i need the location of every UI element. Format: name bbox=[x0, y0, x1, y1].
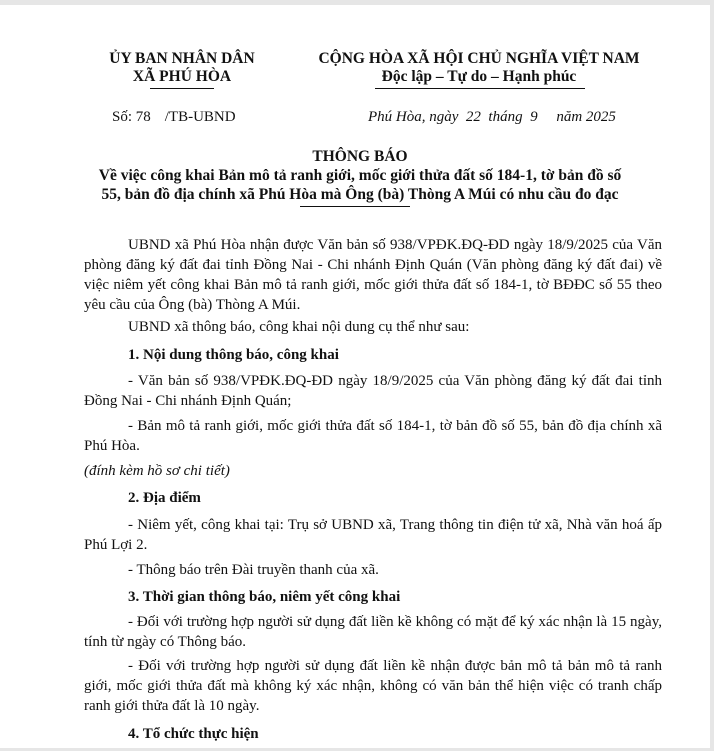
document-number bbox=[112, 108, 236, 126]
place-date: Phú Hòa, ngày 22 tháng 9 năm 2025 bbox=[368, 109, 616, 125]
issuing-agency bbox=[92, 50, 272, 86]
agency-underline bbox=[150, 88, 214, 89]
attachment-note: (đính kèm hồ sơ chi tiết) bbox=[84, 463, 230, 479]
section-2-item-2: - Thông báo trên Đài truyền thanh của xã. bbox=[128, 562, 379, 578]
viewer-right-border bbox=[710, 0, 714, 751]
section-3-item-2: - Đối với trường hợp người sử dụng đất liền kề nhận được bản mô tả bản mô tả ranh giới, mốc giới thửa đất mà không ký xác nhận, không có văn bản thể hiện việc có tranh chấp ranh giới thửa đất là 10 ngày. bbox=[84, 658, 662, 714]
section-1-item-1: - Văn bản số 938/VPĐK.ĐQ-ĐD ngày 18/9/2025 của Văn phòng đăng ký đất đai tỉnh Đồng Nai - Chi nhánh Định Quán; bbox=[84, 373, 662, 409]
title-heading: THÔNG BÁO bbox=[312, 148, 408, 165]
section-1-title: 1. Nội dung thông báo, công khai bbox=[128, 347, 339, 363]
section-2-item-1: - Niêm yết, công khai tại: Trụ sở UBND xã, Trang thông tin điện tử xã, Nhà văn hoá ấp Phú Lợi 2. bbox=[84, 517, 662, 553]
section-3-item-1: - Đối với trường hợp người sử dụng đất liền kề không có mặt để ký xác nhận là 15 ngày, tính từ ngày có Thông báo. bbox=[84, 614, 662, 650]
motto-underline bbox=[375, 88, 585, 89]
title-subject-line-1: Về việc công khai Bản mô tả ranh giới, mốc giới thửa đất số 184-1, tờ bản đồ số bbox=[98, 167, 622, 184]
national-motto bbox=[290, 50, 668, 86]
agency-line-1: ỦY BAN NHÂN DÂN bbox=[109, 50, 255, 67]
country-name: CỘNG HÒA XÃ HỘI CHỦ NGHĨA VIỆT NAM bbox=[318, 50, 640, 67]
title-subject-line-2: 55, bản đồ địa chính xã Phú Hòa mà Ông (bà) Thòng A Múi có nhu cầu đo đạc bbox=[101, 186, 619, 203]
agency-line-2: XÃ PHÚ HÒA bbox=[132, 68, 232, 85]
motto: Độc lập – Tự do – Hạnh phúc bbox=[381, 68, 577, 85]
section-2-title: 2. Địa điểm bbox=[128, 490, 201, 506]
title-underline bbox=[300, 206, 410, 207]
number-label: Số: 78 bbox=[112, 109, 151, 125]
section-1-item-2: - Bản mô tả ranh giới, mốc giới thửa đất số 184-1, tờ bản đồ số 55, bản đồ địa chính xã Phú Hòa. bbox=[84, 418, 662, 454]
viewer-top-border bbox=[0, 0, 714, 5]
section-4-title: 4. Tổ chức thực hiện bbox=[128, 726, 259, 742]
section-3-title: 3. Thời gian thông báo, niêm yết công khai bbox=[128, 589, 401, 605]
number-suffix: /TB-UBND bbox=[164, 109, 236, 125]
document-title bbox=[40, 147, 680, 204]
intro-paragraph: UBND xã Phú Hòa nhận được Văn bản số 938/VPĐK.ĐQ-ĐD ngày 18/9/2025 của Văn phòng đăng ký đất đai tỉnh Đồng Nai - Chi nhánh Định Quán (Văn phòng đăng ký đất đai) về việc niêm yết công khai Bản mô tả ranh giới, mốc giới thửa đất số 184-1, tờ BĐĐC số 55 theo yêu cầu của Ông (bà) Thòng A Múi. bbox=[84, 237, 662, 313]
announce-paragraph: UBND xã thông báo, công khai nội dung cụ thể như sau: bbox=[128, 319, 470, 335]
